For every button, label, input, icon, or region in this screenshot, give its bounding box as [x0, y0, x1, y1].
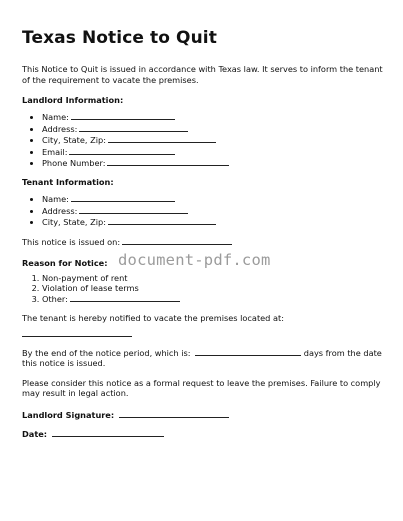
signature-line: Landlord Signature: [22, 409, 384, 420]
tenant-city-field: • City, State, Zip: [42, 216, 384, 228]
landlord-city-field: • City, State, Zip: [42, 134, 384, 146]
reason-list [22, 274, 384, 305]
issued-line: This notice is issued on: [22, 236, 384, 248]
tenant-city-blank[interactable] [108, 216, 216, 225]
landlord-city-blank[interactable] [108, 134, 216, 143]
tenant-heading: Tenant Information: [22, 176, 114, 187]
landlord-address-blank[interactable] [79, 123, 188, 132]
landlord-phone-field: • Phone Number: [42, 157, 384, 169]
reason-item-other: 3. Other: [42, 293, 384, 305]
notice-period-paragraph: By the end of the notice period, which is: days from the date this notice is issued. [22, 347, 382, 369]
tenant-address-blank[interactable] [79, 205, 188, 214]
consider-paragraph: Please consider this notice as a formal request to leave the premises. Failure to comply may result in legal action. [22, 377, 381, 399]
premises-address-blank[interactable] [22, 335, 132, 337]
landlord-heading: Landlord Information: [22, 95, 124, 105]
intro-paragraph: This Notice to Quit is issued in accordance with Texas law. It serves to inform the tenant of the requirement to vacate the premises. [22, 64, 383, 85]
landlord-phone-blank[interactable] [107, 157, 229, 166]
date-blank[interactable] [52, 428, 164, 437]
notice-document [22, 28, 384, 447]
landlord-name-field: • Name: [42, 111, 384, 123]
tenant-name-blank[interactable] [71, 193, 175, 202]
landlord-address-field: • Address: [42, 123, 384, 135]
reason-item: 1. Non-payment of rent [42, 274, 384, 284]
signature-blank[interactable] [119, 409, 229, 418]
landlord-name-blank[interactable] [71, 111, 175, 120]
reason-item: 2. Violation of lease terms [42, 284, 384, 294]
reason-heading: Reason for Notice: [22, 258, 108, 269]
tenant-fields [22, 193, 384, 228]
premises-paragraph: The tenant is hereby notified to vacate the premises located at: [22, 313, 284, 324]
landlord-fields [22, 111, 384, 169]
document-title: Texas Notice to Quit [22, 28, 217, 48]
tenant-address-field: • Address: [42, 205, 384, 217]
tenant-name-field: • Name: [42, 193, 384, 205]
landlord-email-field: • Email: [42, 146, 384, 158]
notice-days-blank[interactable] [195, 347, 301, 356]
date-line: Date: [22, 428, 384, 439]
watermark-text: document-pdf.com [118, 251, 271, 269]
reason-other-blank[interactable] [70, 293, 180, 302]
issued-date-blank[interactable] [122, 236, 232, 245]
landlord-email-blank[interactable] [69, 146, 175, 155]
